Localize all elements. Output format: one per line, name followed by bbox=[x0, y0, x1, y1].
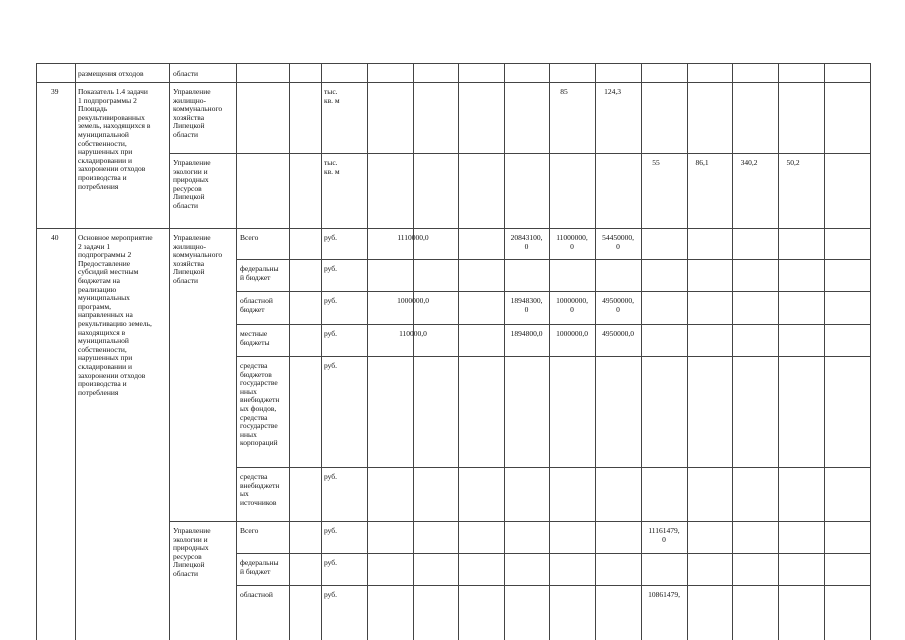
col-line bbox=[321, 63, 322, 640]
row-line bbox=[169, 153, 870, 154]
col-line bbox=[732, 63, 733, 640]
source-total: Всего bbox=[240, 526, 259, 535]
value-cell: 11000000, 0 bbox=[556, 233, 588, 251]
value-cell: 18948300, 0 bbox=[510, 296, 543, 314]
row-line bbox=[236, 356, 870, 357]
unit-rub: руб. bbox=[324, 472, 337, 481]
value-cell: 20843100, 0 bbox=[510, 233, 543, 251]
row-line bbox=[236, 324, 870, 325]
value-cell: 54450000, 0 bbox=[602, 233, 634, 251]
row-39-executor-ecology: Управление экологии и природных ресурсов Липецкой области bbox=[173, 158, 211, 210]
row-39-unit-housing: тыс. кв. м bbox=[324, 87, 340, 105]
prev-row-name: размещения отходов bbox=[78, 69, 144, 78]
col-line bbox=[504, 63, 505, 640]
value-cell: 10861479, bbox=[648, 590, 680, 599]
budget-table bbox=[36, 63, 870, 640]
row-39-unit-ecology: тыс. кв. м bbox=[324, 158, 340, 176]
row-line bbox=[169, 521, 870, 522]
source-local: местные бюджеты bbox=[240, 329, 270, 347]
row-40-activity-name: Основное мероприятие 2 задачи 1 подпрограммы 2 Предоставление субсидий местным бюджетам на реализацию муниципальных программ, направленных на рекультивацию земель, находящихся в муниципальной собственности, нарушенных при складировании и захоронении отходов производства и потребления bbox=[78, 233, 153, 397]
row-40-number: 40 bbox=[51, 233, 59, 242]
row-39-value: 340,2 bbox=[740, 158, 758, 167]
col-line bbox=[824, 63, 825, 640]
col-line bbox=[36, 63, 37, 640]
source-federal: федеральны й бюджет bbox=[240, 558, 279, 576]
unit-rub: руб. bbox=[324, 296, 337, 305]
row-40-executor-ecology: Управление экологии и природных ресурсов Липецкой области bbox=[173, 526, 211, 578]
source-offbudget-funds: средства бюджетов государстве нных внебюджетн ых фондов, средства государстве нных корпораций bbox=[240, 361, 280, 448]
row-line bbox=[36, 228, 870, 229]
value-cell: 11161479, 0 bbox=[648, 526, 680, 544]
col-line bbox=[595, 63, 596, 640]
row-line bbox=[36, 82, 870, 83]
row-39-value: 86,1 bbox=[695, 158, 709, 167]
unit-rub: руб. bbox=[324, 264, 337, 273]
prev-row-executor: области bbox=[173, 69, 199, 78]
row-line bbox=[236, 259, 870, 260]
col-line bbox=[236, 63, 237, 640]
col-line bbox=[778, 63, 779, 640]
unit-rub: руб. bbox=[324, 558, 337, 567]
value-cell: 1110000,0 bbox=[397, 233, 429, 242]
col-line bbox=[549, 63, 550, 640]
row-39-number: 39 bbox=[51, 87, 59, 96]
row-line bbox=[36, 63, 870, 64]
unit-rub: руб. bbox=[324, 526, 337, 535]
unit-rub: руб. bbox=[324, 329, 337, 338]
value-cell: 110000,0 bbox=[399, 329, 427, 338]
value-cell: 4950000,0 bbox=[602, 329, 634, 338]
unit-rub: руб. bbox=[324, 590, 337, 599]
source-regional: областной bbox=[240, 590, 273, 599]
row-39-executor-housing: Управление жилищно- коммунального хозяйства Липецкой области bbox=[173, 87, 223, 139]
row-line bbox=[236, 553, 870, 554]
value-cell: 10000000, 0 bbox=[556, 296, 588, 314]
row-39-indicator-name: Показатель 1.4 задачи 1 подпрограммы 2 Площадь рекультивированных земель, находящихся в муниципальной собственности, нарушенных при складировании и захоронении отходов производства и потребления bbox=[78, 87, 151, 191]
source-regional: областной бюджет bbox=[240, 296, 273, 314]
col-line bbox=[289, 63, 290, 640]
col-line bbox=[458, 63, 459, 640]
unit-rub: руб. bbox=[324, 233, 337, 242]
row-39-value: 55 bbox=[652, 158, 660, 167]
col-line bbox=[413, 63, 414, 640]
col-line bbox=[75, 63, 76, 640]
row-39-value: 50,2 bbox=[786, 158, 800, 167]
source-federal: федеральны й бюджет bbox=[240, 264, 279, 282]
row-39-value: 85 bbox=[560, 87, 568, 96]
unit-rub: руб. bbox=[324, 361, 337, 370]
col-line bbox=[687, 63, 688, 640]
value-cell: 1894800,0 bbox=[510, 329, 543, 338]
source-total: Всего bbox=[240, 233, 259, 242]
col-line bbox=[641, 63, 642, 640]
value-cell: 49500000, 0 bbox=[602, 296, 634, 314]
row-line bbox=[236, 467, 870, 468]
col-line bbox=[367, 63, 368, 640]
value-cell: 1000000,0 bbox=[397, 296, 429, 305]
value-cell: 1000000,0 bbox=[556, 329, 588, 338]
row-40-executor-housing: Управление жилищно- коммунального хозяйства Липецкой области bbox=[173, 233, 223, 285]
row-line bbox=[236, 291, 870, 292]
row-line bbox=[236, 585, 870, 586]
row-39-value: 124,3 bbox=[604, 87, 621, 96]
col-line bbox=[870, 63, 871, 640]
source-offbudget: средства внебюджетн ых источников bbox=[240, 472, 280, 507]
